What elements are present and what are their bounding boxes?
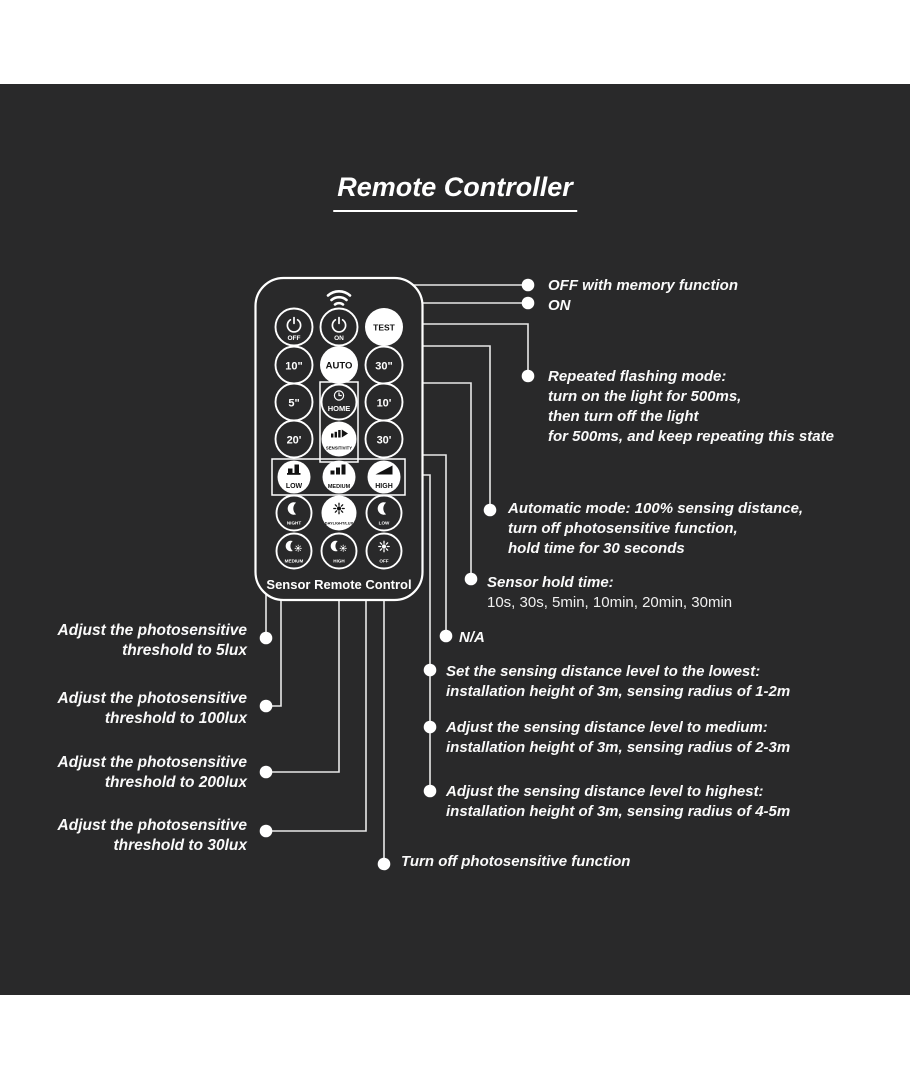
button-label: TEST (373, 322, 395, 333)
button-label: NIGHT (286, 520, 302, 526)
button-20m[interactable] (276, 421, 313, 458)
annotation-line: turn off photosensitive function, (508, 520, 738, 537)
button-label: 30' (376, 434, 392, 447)
button-10s[interactable] (276, 347, 313, 384)
button-label: OFF (287, 335, 301, 342)
annotation-off-memory: OFF with memory function (548, 277, 738, 294)
connector-dot (522, 279, 535, 292)
button-5s[interactable] (276, 384, 313, 421)
annotation-line: installation height of 3m, sensing radius of 2-3m (446, 739, 791, 756)
button-auto[interactable] (320, 346, 358, 384)
annotation-distance-lowest (446, 662, 790, 702)
button-label: HOME (327, 404, 351, 413)
button-label: HIGH (375, 483, 393, 490)
button-off[interactable] (276, 309, 313, 346)
annotation-line: for 500ms, and keep repeating this state (548, 428, 834, 445)
annotation-line: Set the sensing distance level to the lowest: (446, 663, 761, 680)
button-daylight-lux[interactable] (322, 496, 357, 531)
button-label: MEDIUM (284, 558, 304, 564)
annotation-flashing (548, 367, 834, 447)
page-title: Remote Controller (333, 172, 577, 212)
connector-dot (424, 721, 437, 734)
button-night[interactable] (277, 496, 312, 531)
remote-footer-label: Sensor Remote Control (266, 577, 412, 592)
button-label: 30" (375, 360, 393, 373)
button-label: LOW (378, 520, 390, 526)
annotation-photosensitive-off: Turn off photosensitive function (401, 853, 631, 870)
annotation-line: installation height of 3m, sensing radius of 1-2m (446, 683, 791, 700)
button-label: 5" (288, 397, 300, 410)
sun-icon (334, 503, 344, 513)
button-distance-high[interactable] (368, 461, 401, 494)
button-lux-low[interactable] (367, 496, 402, 531)
annotation-lux200 (37, 753, 247, 793)
button-label: ON (334, 335, 344, 342)
annotation-hold-time (487, 573, 732, 613)
connector-dot (465, 573, 478, 586)
annotation-distance-medium (446, 718, 790, 758)
connector-dot (260, 700, 273, 713)
annotation-line: threshold to 100lux (104, 710, 247, 727)
connector-dot (424, 664, 437, 677)
annotation-line: hold time for 30 seconds (508, 540, 685, 557)
annotation-line: 10s, 30s, 5min, 10min, 20min, 30min (487, 594, 733, 611)
button-lux-high[interactable] (322, 534, 357, 569)
annotation-line: Adjust the sensing distance level to highest: (446, 783, 764, 800)
button-30s[interactable] (366, 347, 403, 384)
connector-dot (484, 504, 497, 517)
button-distance-low[interactable] (278, 461, 311, 494)
sun-icon (379, 541, 389, 551)
connector-dot (260, 825, 273, 838)
annotation-distance-highest (446, 782, 790, 822)
connector-dot (440, 630, 453, 643)
annotation-lux100 (37, 689, 247, 729)
button-label: 10' (376, 397, 392, 410)
annotation-lux5 (37, 621, 247, 661)
button-label: 20' (286, 434, 302, 447)
connector-dot (378, 858, 391, 871)
button-label: MEDIUM (327, 484, 351, 490)
annotation-line: Adjust the photosensitive (57, 622, 247, 639)
button-label: SENSITIVITY (325, 445, 353, 451)
annotation-line: threshold to 30lux (113, 837, 247, 854)
annotation-na: N/A (459, 629, 485, 646)
annotation-line: installation height of 3m, sensing radius of 4-5m (446, 803, 791, 820)
button-on[interactable] (321, 309, 358, 346)
button-lux-medium[interactable] (277, 534, 312, 569)
annotation-line: Adjust the photosensitive (57, 754, 247, 771)
button-label: AUTO (325, 360, 353, 372)
button-label: LOW (285, 483, 303, 490)
button-label: DAYLIGHT/LUX (324, 520, 354, 526)
connector-dot (522, 297, 535, 310)
annotation-line: threshold to 5lux (122, 642, 247, 659)
button-10m[interactable] (366, 384, 403, 421)
button-distance-medium[interactable] (323, 461, 356, 494)
button-label: HIGH (333, 558, 345, 564)
annotation-line: Repeated flashing mode: (548, 368, 727, 385)
button-lux-off[interactable] (367, 534, 402, 569)
button-test[interactable] (365, 308, 403, 346)
annotation-on: ON (548, 297, 571, 314)
annotation-line: Adjust the photosensitive (57, 817, 247, 834)
annotation-line: Sensor hold time: (487, 574, 614, 591)
annotation-line: Adjust the sensing distance level to medium: (446, 719, 768, 736)
annotation-auto-mode (508, 499, 803, 559)
button-label: OFF (379, 558, 389, 564)
connector-dot (260, 632, 273, 645)
annotation-line: Adjust the photosensitive (57, 690, 247, 707)
annotation-line: Automatic mode: 100% sensing distance, (508, 500, 804, 517)
annotation-lux30 (37, 816, 247, 856)
button-label: 10" (285, 360, 303, 373)
connector-dot (522, 370, 535, 383)
annotation-line: turn on the light for 500ms, (548, 388, 742, 405)
connector-dot (260, 766, 273, 779)
button-sensitivity[interactable] (322, 422, 357, 457)
connector-dot (424, 785, 437, 798)
annotation-line: then turn off the light (548, 408, 699, 425)
button-home[interactable] (322, 385, 357, 420)
button-30m[interactable] (366, 421, 403, 458)
annotation-line: threshold to 200lux (104, 774, 247, 791)
